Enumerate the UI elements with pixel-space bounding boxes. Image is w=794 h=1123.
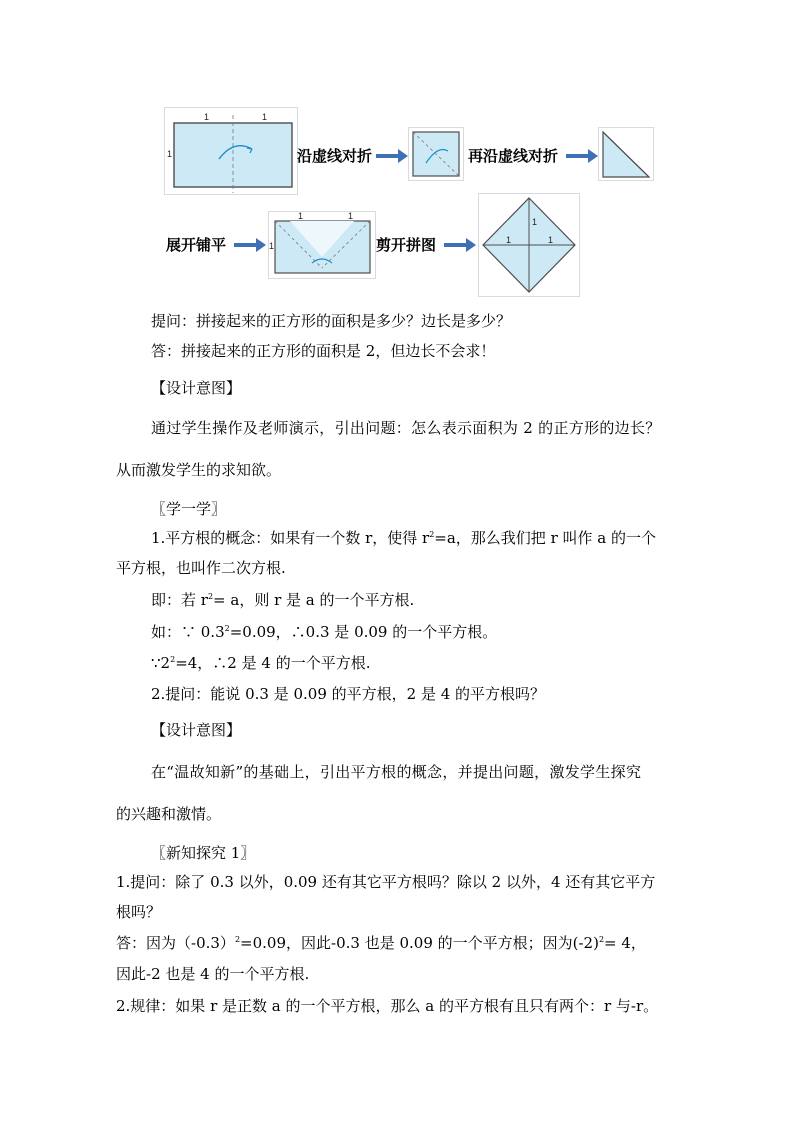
label-cut-and-join: 剪开拼图 (376, 236, 437, 254)
exponent: 2 (207, 592, 214, 601)
label-unfold-flat: 展开铺平 (166, 236, 227, 254)
exponent: 2 (234, 935, 241, 944)
paragraph-line: 在“温故知新”的基础上，引出平方根的概念，并提出问题，激发学生探究 (151, 763, 642, 781)
unit-label: 1 (548, 235, 554, 245)
exponent: 2 (429, 530, 435, 539)
answer-area: 答：拼接起来的正方形的面积是 2，但边长不会求！ (151, 342, 496, 360)
text-span: =0.09，∴0.3 是 0.09 的一个平方根。 (229, 623, 498, 641)
statement-line (151, 590, 414, 610)
unit-label: 1 (298, 211, 304, 221)
square-sheet (408, 127, 464, 181)
paragraph-line: 的兴趣和激情。 (116, 805, 222, 823)
text-span: =0.09，因此-0.3 也是 0.09 的一个平方根；因为(-2) (240, 934, 599, 952)
exponent: 2 (598, 935, 605, 944)
unit-label: 1 (204, 112, 210, 122)
unit-label: 1 (167, 149, 173, 159)
unit-label: 1 (269, 241, 275, 251)
text-span: = 4， (604, 934, 646, 952)
triangle-sheet (598, 127, 654, 181)
section-heading: 〖新知探究 1〗 (151, 844, 256, 862)
paragraph-line: 从而激发学生的求知欲。 (116, 461, 282, 479)
label-fold-again: 再沿虚线对折 (468, 147, 559, 165)
unit-label: 1 (506, 235, 512, 245)
question-line: 根吗？ (116, 903, 162, 921)
section-heading: 〖学一学〗 (151, 500, 227, 518)
definition-line: 平方根，也叫作二次方根. (116, 559, 286, 577)
text-span: 即：若 r (151, 591, 208, 609)
arrow-icon (566, 149, 598, 163)
exponent: 2 (170, 655, 176, 664)
section-heading: 【设计意图】 (151, 379, 242, 397)
arrow-icon (444, 238, 476, 252)
paragraph-line: 通过学生操作及老师演示，引出问题：怎么表示面积为 2 的正方形的边长？ (151, 419, 661, 437)
text-span: = a，则 r 是 a 的一个平方根. (213, 591, 415, 609)
example-line (151, 653, 370, 673)
text-span: =a，那么我们把 r 叫作 a 的一个 (434, 529, 656, 547)
question-area: 提问：拼接起来的正方形的面积是多少？边长是多少？ (151, 312, 512, 330)
unfolded-sheet (268, 211, 376, 279)
arrow-icon (234, 238, 266, 252)
joined-square (478, 193, 580, 297)
question-line: 2.提问：能说 0.3 是 0.09 的平方根，2 是 4 的平方根吗？ (151, 685, 546, 703)
rectangle-sheet (164, 107, 298, 195)
question-line: 1.提问：除了 0.3 以外，0.09 还有其它平方根吗？除以 2 以外，4 还有其它平方 (116, 873, 656, 891)
example-line (151, 622, 497, 642)
text-span: 如：∵ 0.3 (151, 623, 225, 641)
unit-label: 1 (532, 217, 538, 227)
answer-line: 因此-2 也是 4 的一个平方根. (116, 965, 310, 983)
folding-figure (160, 105, 660, 300)
definition-line (151, 528, 656, 548)
unit-label: 1 (348, 211, 354, 221)
exponent: 2 (224, 624, 230, 633)
arrow-icon (376, 149, 408, 163)
text-span: 答：因为（-0.3） (116, 934, 235, 952)
section-heading: 【设计意图】 (151, 721, 242, 739)
text-span: 1.平方根的概念：如果有一个数 r，使得 r (151, 529, 430, 547)
label-fold-along-dash: 沿虚线对折 (297, 147, 373, 165)
text-span: =4，∴2 是 4 的一个平方根. (175, 654, 371, 672)
text-span: ∵2 (151, 654, 171, 672)
unit-label: 1 (262, 112, 268, 122)
answer-line (116, 933, 646, 953)
rule-line: 2.规律：如果 r 是正数 a 的一个平方根，那么 a 的平方根有且只有两个：r 与-r。 (116, 997, 659, 1015)
